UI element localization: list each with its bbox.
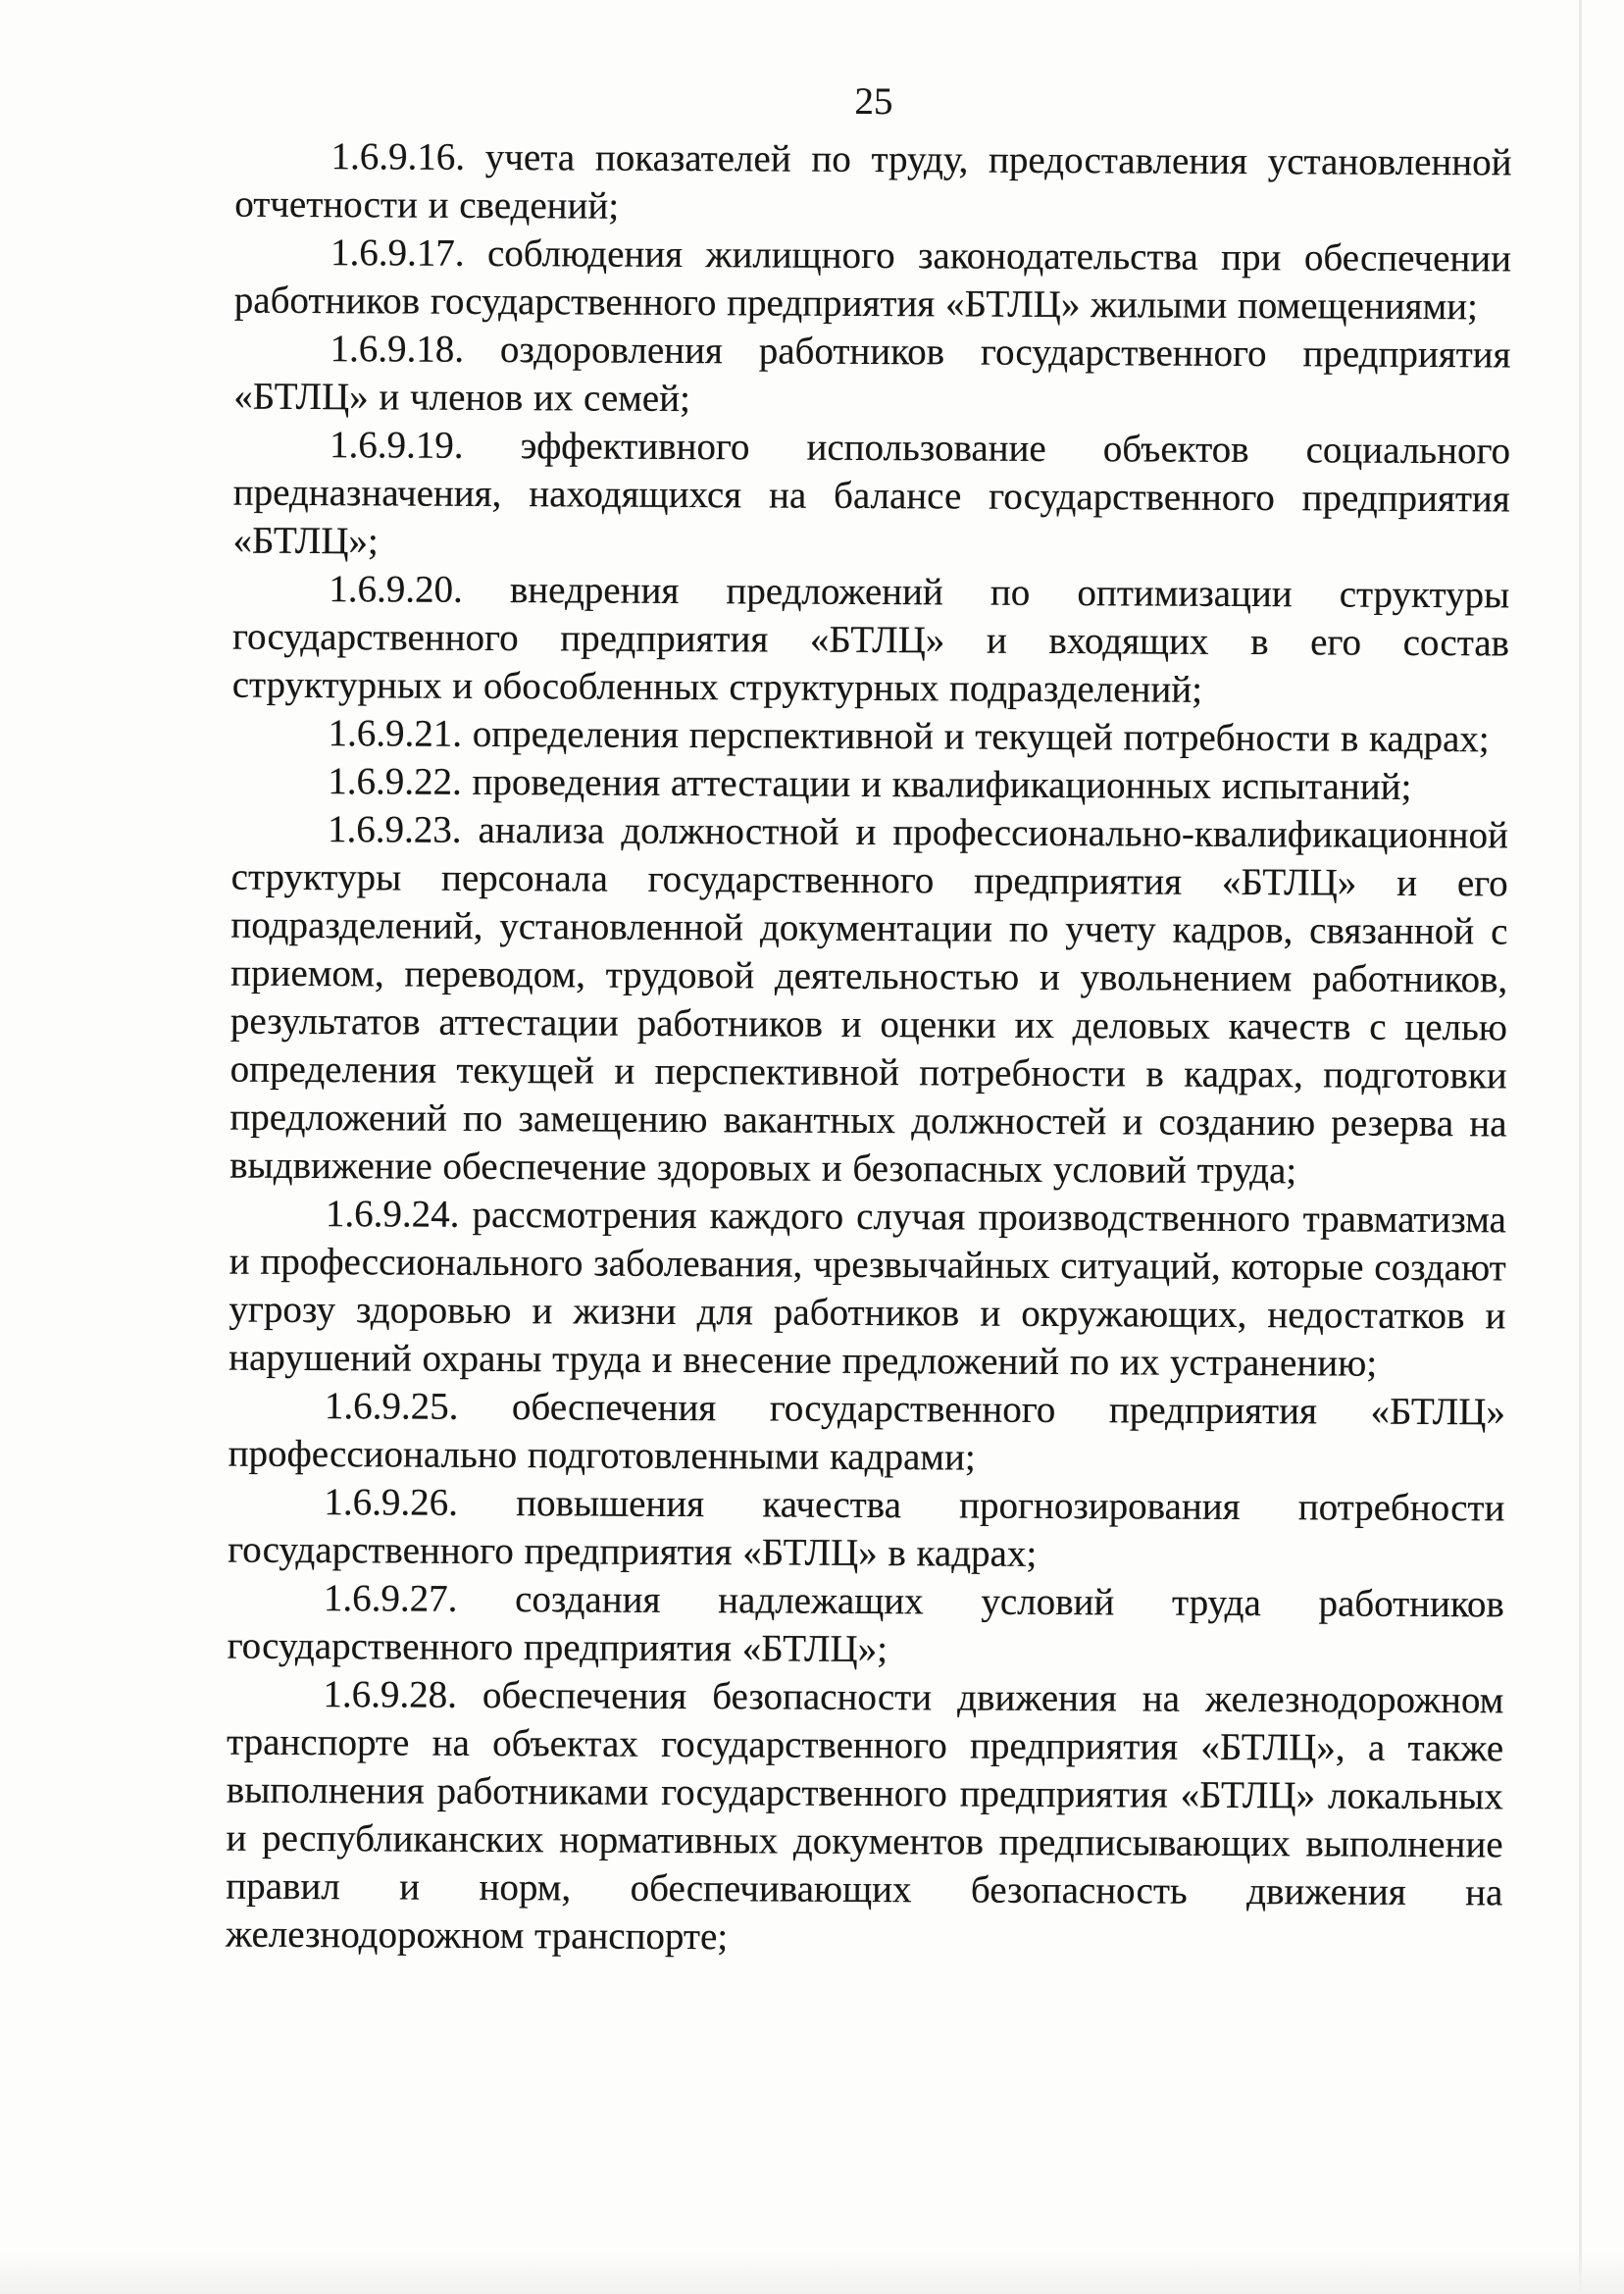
paragraph-1-6-9-20: 1.6.9.20. внедрения предложений по оптимизации структуры государственного предприятия «БТЛЦ» и входящих в его состав структурных и обособленных структурных подразделений; [231,568,1510,711]
document-body [226,132,1512,1965]
scan-bottom-artifact [0,2249,1624,2294]
paragraph-1-6-9-19: 1.6.9.19. эффективного использование объектов социального предназначения, находящихся на балансе государственного предприятия «БТЛЦ»; [232,424,1511,563]
paragraph-1-6-9-26: 1.6.9.26. повышения качества прогнозирования потребности государственного предприятия «БТЛЦ» в кадрах; [228,1481,1505,1575]
paragraph-1-6-9-23: 1.6.9.23. анализа должностной и профессионально-квалификационной структуры персонала государственного предприятия «БТЛЦ» и его подразделений, установленной документации по учету кадров, связанной с приемом, переводом, трудовой деятельностью и увольнением работников, результатов аттестации работников и оценки их деловых качеств с целью определения текущей и перспективной потребности в кадрах, подготовки предложений по замещению вакантных должностей и созданию резерва на выдвижение обеспечение здоровых и безопасных условий труда; [229,808,1509,1193]
paragraph-1-6-9-21: 1.6.9.21. определения перспективной и текущей потребности в кадрах; [328,712,1490,761]
paragraph-1-6-9-18: 1.6.9.18. оздоровления работников государственного предприятия «БТЛЦ» и членов их семей; [233,328,1511,421]
paragraph-1-6-9-27: 1.6.9.27. создания надлежащих условий труда работников государственного предприятия «БТЛЦ»; [227,1577,1504,1671]
scan-edge-shadow [1579,0,1582,2294]
page-number: 25 [854,79,893,124]
paragraph-1-6-9-24: 1.6.9.24. рассмотрения каждого случая производственного травматизма и профессионального заболевания, чрезвычайных ситуаций, которые создают угрозу здоровью и жизни для работников и окружающих, недостатков и нарушений охраны труда и внесение предложений по их устранению; [228,1193,1507,1385]
paragraph-1-6-9-22: 1.6.9.22. проведения аттестации и квалификационных испытаний; [328,760,1412,808]
paragraph-1-6-9-16: 1.6.9.16. учета показателей по труду, предоставления установленной отчетности и сведений; [234,135,1512,228]
paragraph-1-6-9-17: 1.6.9.17. соблюдения жилищного законодательства при обеспечении работников государственного предприятия «БТЛЦ» жилыми помещениями; [233,231,1512,329]
paragraph-1-6-9-28: 1.6.9.28. обеспечения безопасности движения на железнодорожном транспорте на объектах государственного предприятия «БТЛЦ», а также выполнения работниками государственного предприятия «БТЛЦ» локальных и республиканских нормативных документов предписывающих выполнение правил и норм, обеспечивающих безопасность движения на железнодорожном транспорте; [225,1673,1504,1959]
paragraph-1-6-9-25: 1.6.9.25. обеспечения государственного предприятия «БТЛЦ» профессионально подготовленными кадрами; [228,1385,1506,1479]
scan-content [226,76,1512,1965]
